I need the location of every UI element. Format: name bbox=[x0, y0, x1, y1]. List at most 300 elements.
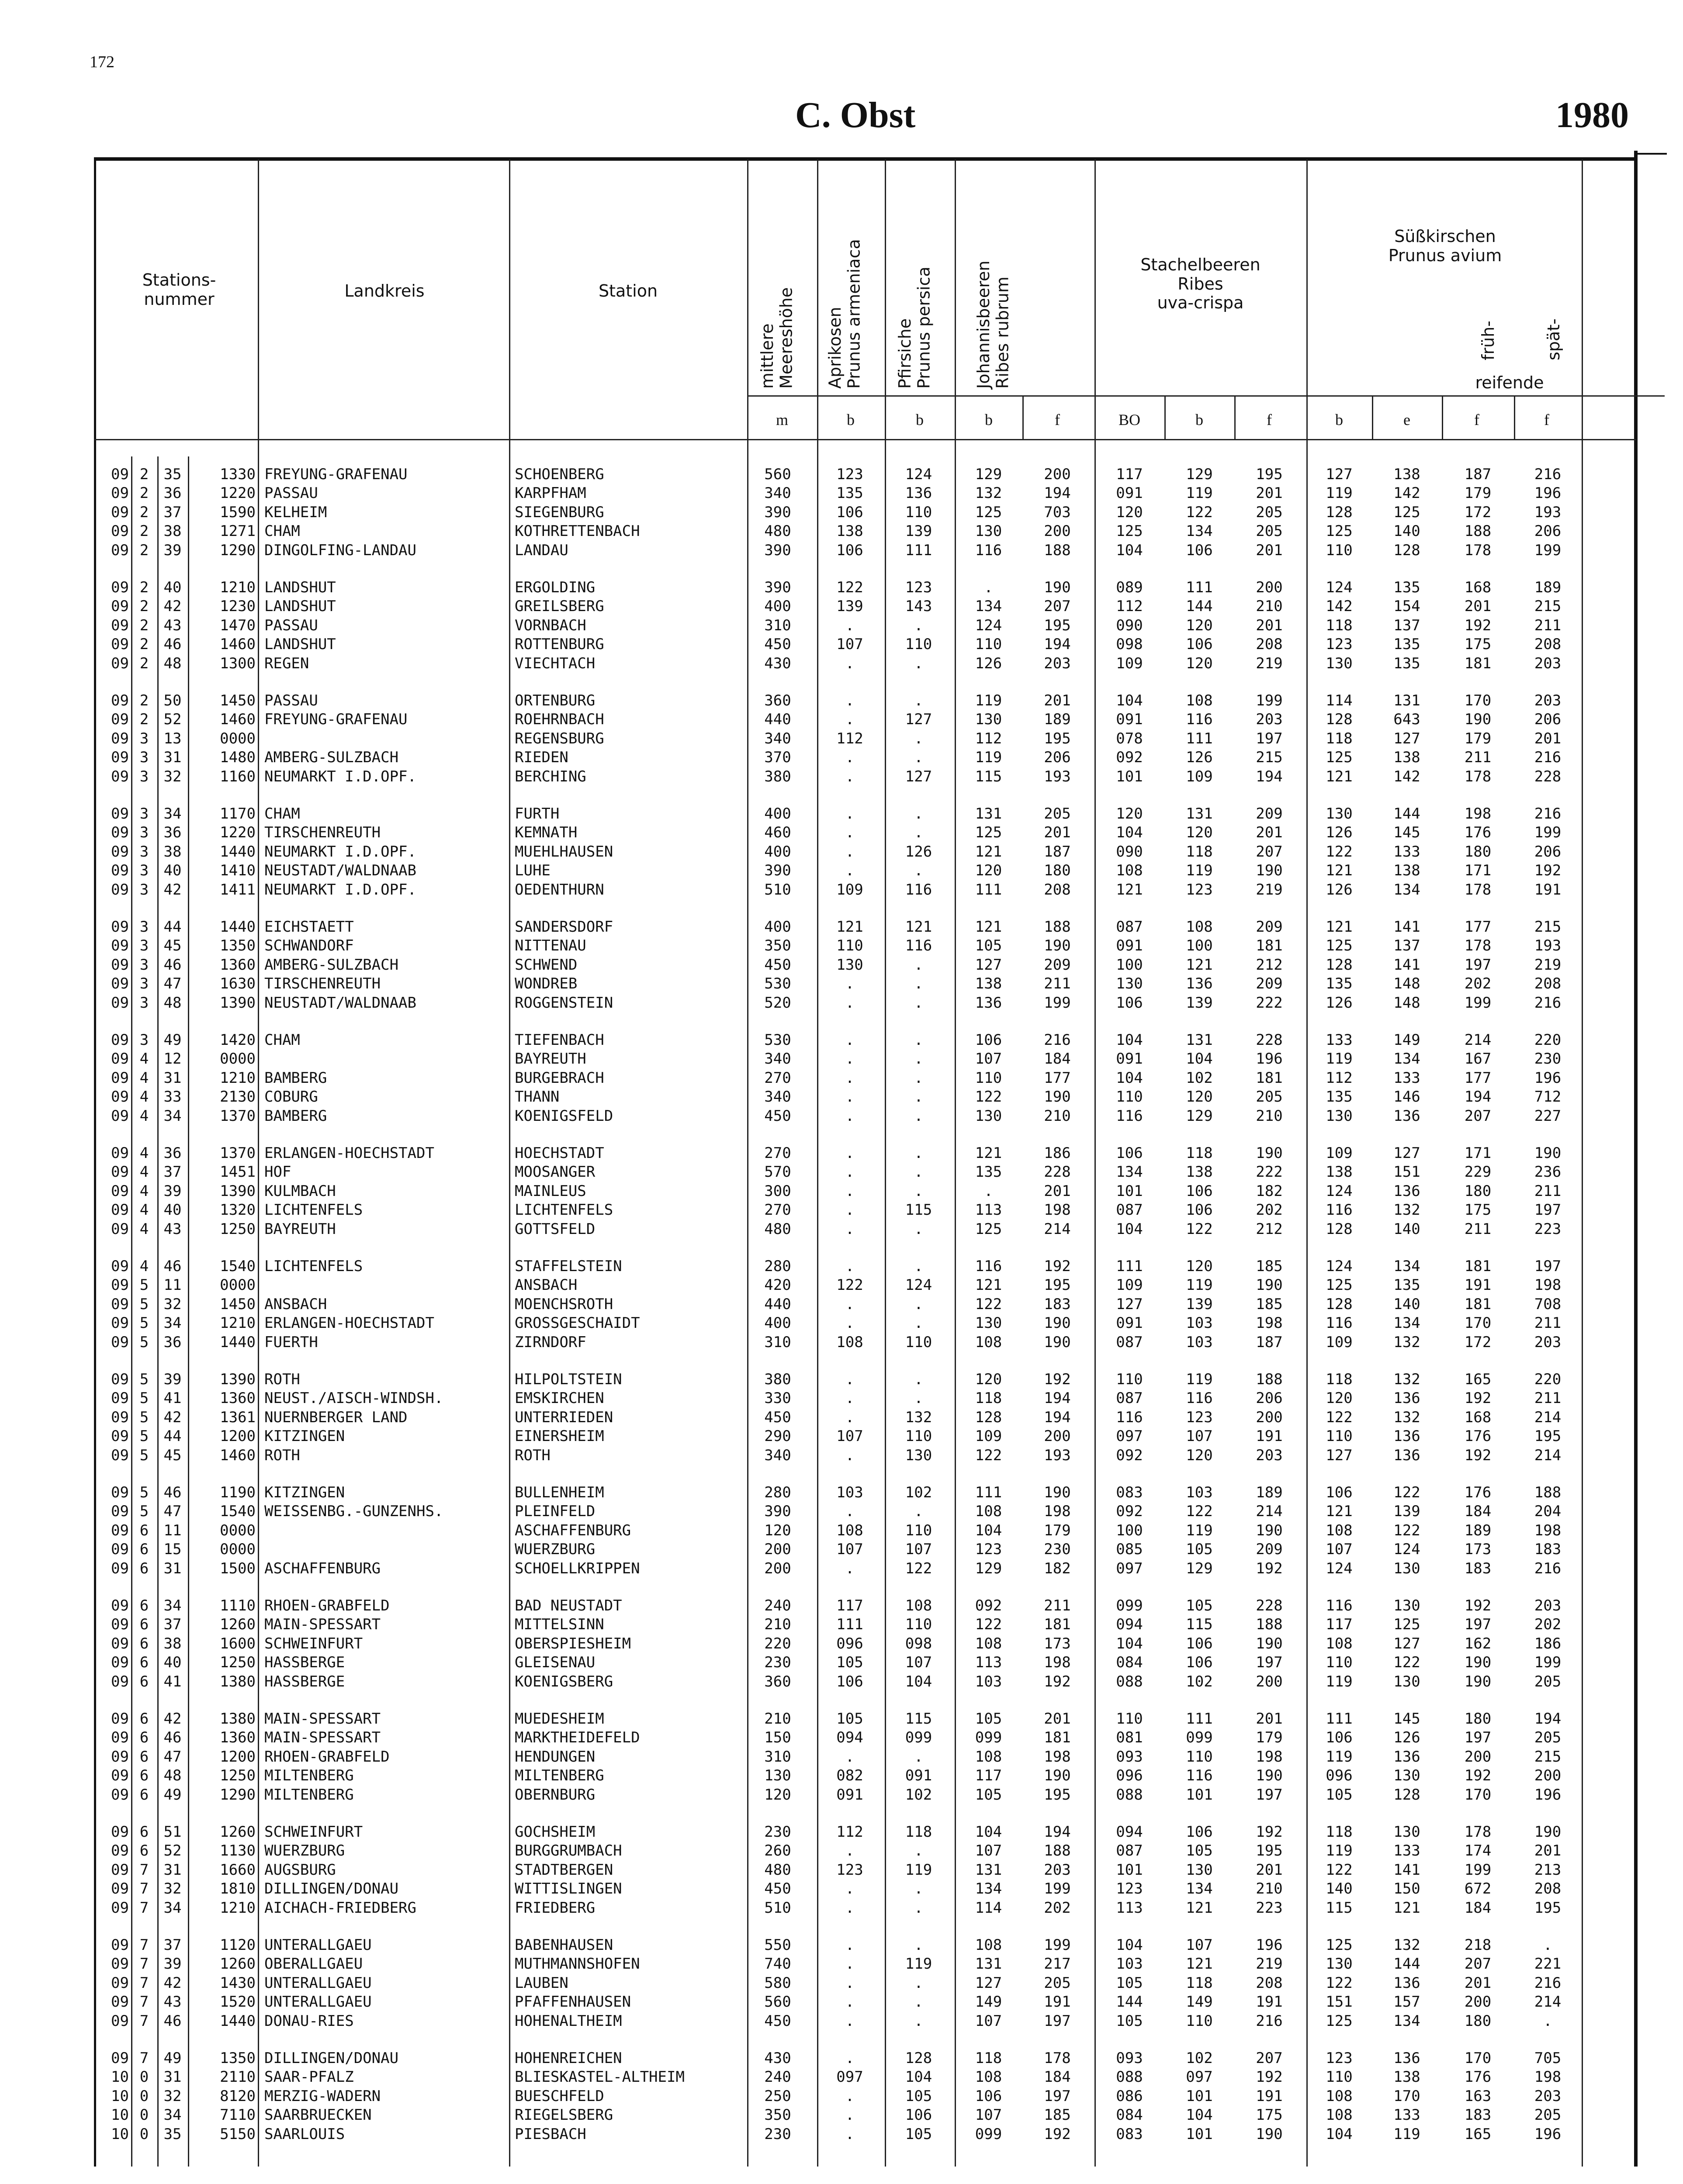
table-cell: 672 bbox=[1464, 1880, 1492, 1898]
table-cell: 113 bbox=[975, 1654, 1002, 1672]
table-cell: 09 bbox=[111, 503, 129, 521]
table-cell: 105 bbox=[975, 1786, 1002, 1804]
table-cell: . bbox=[845, 692, 855, 709]
table-cell: 205 bbox=[1534, 1673, 1562, 1690]
table-cell: 206 bbox=[1044, 749, 1071, 767]
table-cell: 09 bbox=[111, 1163, 129, 1181]
table-cell: . bbox=[845, 1748, 855, 1766]
table-cell: 124 bbox=[1393, 1541, 1420, 1559]
table-cell: . bbox=[845, 843, 855, 860]
table-cell: . bbox=[845, 1446, 855, 1464]
table-cell: 190 bbox=[1256, 1276, 1283, 1294]
table-row bbox=[0, 654, 1683, 673]
table-cell: 0000 bbox=[220, 729, 256, 747]
table-cell: 219 bbox=[1256, 654, 1283, 672]
table-cell: . bbox=[914, 1050, 923, 1068]
table-cell: 47 bbox=[163, 1503, 182, 1521]
table-cell: 42 bbox=[163, 1408, 182, 1426]
table-cell: 7110 bbox=[220, 2106, 256, 2124]
table-cell: 122 bbox=[1186, 1220, 1213, 1238]
table-cell: 197 bbox=[1534, 1201, 1562, 1219]
table-cell: 40 bbox=[163, 579, 182, 596]
table-cell: 41 bbox=[163, 1673, 182, 1690]
table-cell: MITTELSINN bbox=[515, 1616, 604, 1634]
table-cell: 134 bbox=[975, 598, 1002, 615]
table-cell: 09 bbox=[111, 1974, 129, 1992]
table-cell: KARPFHAM bbox=[515, 484, 586, 502]
table-cell: 129 bbox=[1186, 1107, 1213, 1125]
table-cell: 097 bbox=[1116, 1559, 1143, 1577]
table-cell: 115 bbox=[905, 1201, 932, 1219]
table-cell: 1360 bbox=[220, 1729, 256, 1747]
table-cell: 134 bbox=[975, 1880, 1002, 1898]
table-cell: 108 bbox=[975, 1503, 1002, 1521]
table-cell: 09 bbox=[111, 729, 129, 747]
table-cell: 130 bbox=[1393, 1767, 1420, 1785]
table-cell: 108 bbox=[1116, 862, 1143, 880]
table-cell: . bbox=[914, 729, 923, 747]
table-cell: 206 bbox=[1534, 843, 1562, 860]
table-cell: 204 bbox=[1534, 1503, 1562, 1521]
table-cell: SCHWEINFURT bbox=[264, 1823, 363, 1841]
table-cell: TIRSCHENREUTH bbox=[264, 824, 381, 842]
table-cell: 36 bbox=[163, 484, 182, 502]
table-cell: 1230 bbox=[220, 598, 256, 615]
table-cell: 09 bbox=[111, 1220, 129, 1238]
table-cell: 097 bbox=[1116, 1427, 1143, 1445]
table-cell: 190 bbox=[1534, 1144, 1562, 1162]
table-cell: 198 bbox=[1044, 1201, 1071, 1219]
table-cell: . bbox=[914, 749, 923, 767]
table-cell: 136 bbox=[1393, 1748, 1420, 1766]
table-cell: 106 bbox=[905, 2106, 932, 2124]
table-cell: 096 bbox=[836, 1635, 863, 1652]
table-cell: 200 bbox=[1256, 579, 1283, 596]
table-cell: 130 bbox=[764, 1767, 791, 1785]
table-cell: 46 bbox=[163, 1258, 182, 1275]
table-cell: . bbox=[914, 1748, 923, 1766]
table-cell: 107 bbox=[975, 1050, 1002, 1068]
table-cell: 111 bbox=[1186, 1710, 1213, 1728]
table-cell: 120 bbox=[764, 1521, 791, 1539]
table-cell: 112 bbox=[975, 729, 1002, 747]
table-cell: 128 bbox=[1326, 1220, 1353, 1238]
table-cell: 148 bbox=[1393, 975, 1420, 993]
table-cell: 154 bbox=[1393, 598, 1420, 615]
table-cell: SAAR-PFALZ bbox=[264, 2068, 354, 2086]
table-cell: TIRSCHENREUTH bbox=[264, 975, 381, 993]
table-cell: 220 bbox=[1534, 1371, 1562, 1388]
table-cell: 189 bbox=[1044, 711, 1071, 729]
table-cell: 118 bbox=[1326, 1823, 1353, 1841]
table-cell: 131 bbox=[1393, 692, 1420, 709]
table-cell: MERZIG-WADERN bbox=[264, 2087, 381, 2105]
table-cell: 340 bbox=[764, 1446, 791, 1464]
table-cell: 188 bbox=[1044, 541, 1071, 559]
table-cell: 09 bbox=[111, 805, 129, 822]
table-cell: 1320 bbox=[220, 1201, 256, 1219]
table-cell: 122 bbox=[836, 579, 863, 596]
table-cell: 199 bbox=[1044, 1880, 1071, 1898]
table-cell: . bbox=[845, 1993, 855, 2011]
table-cell: . bbox=[914, 994, 923, 1012]
table-cell: GLEISENAU bbox=[515, 1654, 596, 1672]
table-cell: 123 bbox=[1116, 1880, 1143, 1898]
table-cell: WONDREB bbox=[515, 975, 578, 993]
table-cell: 127 bbox=[905, 767, 932, 785]
table-cell: 123 bbox=[836, 466, 863, 483]
table-cell: STAFFELSTEIN bbox=[515, 1258, 622, 1275]
table-cell: 1370 bbox=[220, 1107, 256, 1125]
table-cell: 1390 bbox=[220, 994, 256, 1012]
unit-label: f bbox=[1474, 411, 1479, 429]
table-cell: 1450 bbox=[220, 692, 256, 709]
table-cell: 130 bbox=[905, 1446, 932, 1464]
table-cell: 110 bbox=[905, 1333, 932, 1351]
table-cell: 216 bbox=[1534, 1559, 1562, 1577]
table-row bbox=[0, 748, 1683, 767]
table-cell: 149 bbox=[1393, 1031, 1420, 1049]
table-cell: 192 bbox=[1256, 2068, 1283, 2086]
table-cell: 8120 bbox=[220, 2087, 256, 2105]
table-cell: 350 bbox=[764, 937, 791, 955]
table-row bbox=[0, 881, 1683, 899]
table-cell: 1500 bbox=[220, 1559, 256, 1577]
table-cell: 122 bbox=[836, 1276, 863, 1294]
table-cell: 2 bbox=[139, 598, 149, 615]
table-cell: 106 bbox=[1186, 1201, 1213, 1219]
table-cell: 52 bbox=[163, 1842, 182, 1860]
col-sep bbox=[1372, 395, 1373, 439]
table-cell: HOECHSTADT bbox=[515, 1144, 604, 1162]
table-cell: 125 bbox=[1326, 2012, 1353, 2030]
table-cell: 088 bbox=[1116, 1673, 1143, 1690]
table-cell: 121 bbox=[1326, 918, 1353, 936]
table-row bbox=[0, 1220, 1683, 1238]
table-cell: 108 bbox=[1186, 692, 1213, 709]
table-cell: 130 bbox=[975, 711, 1002, 729]
table-cell: 120 bbox=[1186, 654, 1213, 672]
table-cell: 176 bbox=[1464, 1427, 1492, 1445]
table-cell: MOOSANGER bbox=[515, 1163, 596, 1181]
table-cell: 09 bbox=[111, 1597, 129, 1614]
table-cell: 105 bbox=[975, 937, 1002, 955]
table-cell: 240 bbox=[764, 1597, 791, 1614]
table-cell: 194 bbox=[1534, 1710, 1562, 1728]
table-cell: 130 bbox=[975, 1314, 1002, 1332]
table-cell: 6 bbox=[139, 1786, 149, 1804]
table-cell: STADTBERGEN bbox=[515, 1861, 613, 1879]
table-row bbox=[0, 597, 1683, 615]
table-cell: 102 bbox=[1186, 1673, 1213, 1690]
table-cell: 087 bbox=[1116, 1201, 1143, 1219]
table-cell: DONAU-RIES bbox=[264, 2012, 354, 2030]
table-cell: 097 bbox=[1186, 2068, 1213, 2086]
table-cell: 3 bbox=[139, 937, 149, 955]
table-cell: . bbox=[845, 2125, 855, 2143]
table-cell: . bbox=[845, 1842, 855, 1860]
table-cell: 106 bbox=[975, 2087, 1002, 2105]
table-cell: 191 bbox=[1256, 1993, 1283, 2011]
table-cell: OBERALLGAEU bbox=[264, 1955, 363, 1973]
table-row bbox=[0, 522, 1683, 540]
table-cell: 340 bbox=[764, 484, 791, 502]
table-cell: 35 bbox=[163, 2125, 182, 2143]
table-cell: 133 bbox=[1393, 843, 1420, 860]
table-cell: KOENIGSBERG bbox=[515, 1673, 613, 1690]
table-cell: 121 bbox=[1393, 1899, 1420, 1917]
table-cell: 101 bbox=[1116, 767, 1143, 785]
table-cell: 1410 bbox=[220, 862, 256, 880]
table-cell: 167 bbox=[1464, 1050, 1492, 1068]
table-cell: 206 bbox=[1256, 1389, 1283, 1407]
table-cell: 101 bbox=[1116, 1182, 1143, 1200]
table-cell: BAYREUTH bbox=[264, 1220, 336, 1238]
table-cell: 111 bbox=[1116, 1258, 1143, 1275]
table-cell: . bbox=[845, 1144, 855, 1162]
table-cell: 195 bbox=[1256, 466, 1283, 483]
table-cell: 1190 bbox=[220, 1484, 256, 1501]
table-cell: 199 bbox=[1464, 994, 1492, 1012]
table-cell: 09 bbox=[111, 579, 129, 596]
table-cell: CHAM bbox=[264, 522, 300, 540]
table-cell: 110 bbox=[905, 503, 932, 521]
table-cell: 236 bbox=[1534, 1163, 1562, 1181]
table-cell: 220 bbox=[1534, 1031, 1562, 1049]
table-row bbox=[0, 1333, 1683, 1351]
table-row bbox=[0, 1201, 1683, 1219]
table-cell: 121 bbox=[1326, 767, 1353, 785]
table-cell: 196 bbox=[1534, 2125, 1562, 2143]
table-cell: 130 bbox=[1326, 805, 1353, 822]
table-cell: 118 bbox=[905, 1823, 932, 1841]
table-cell: 116 bbox=[1326, 1597, 1353, 1614]
table-cell: 5150 bbox=[220, 2125, 256, 2143]
table-cell: 105 bbox=[1116, 2012, 1143, 2030]
table-cell: 36 bbox=[163, 1333, 182, 1351]
table-cell: 126 bbox=[1326, 994, 1353, 1012]
table-cell: 220 bbox=[764, 1635, 791, 1652]
table-cell: 105 bbox=[1186, 1842, 1213, 1860]
table-cell: 199 bbox=[1044, 994, 1071, 1012]
table-cell: 136 bbox=[1186, 975, 1213, 993]
table-cell: 113 bbox=[1116, 1899, 1143, 1917]
table-cell: 119 bbox=[1393, 2125, 1420, 2143]
table-cell: 211 bbox=[1534, 616, 1562, 634]
table-cell: 091 bbox=[905, 1767, 932, 1785]
table-cell: NEUMARKT I.D.OPF. bbox=[264, 843, 416, 860]
table-cell: AMBERG-SULZBACH bbox=[264, 956, 399, 974]
table-cell: 211 bbox=[1464, 749, 1492, 767]
table-cell: 087 bbox=[1116, 918, 1143, 936]
table-cell: 09 bbox=[111, 994, 129, 1012]
table-cell: 182 bbox=[1044, 1559, 1071, 1577]
table-cell: 195 bbox=[1044, 729, 1071, 747]
table-cell: ANSBACH bbox=[515, 1276, 578, 1294]
table-cell: 127 bbox=[975, 1974, 1002, 1992]
table-cell: 086 bbox=[1116, 2087, 1143, 2105]
table-cell: 41 bbox=[163, 1389, 182, 1407]
table-cell: 177 bbox=[1044, 1069, 1071, 1087]
table-cell: 199 bbox=[1534, 1654, 1562, 1672]
table-cell: 121 bbox=[1186, 1899, 1213, 1917]
table-cell: 191 bbox=[1256, 2087, 1283, 2105]
table-cell: GOTTSFELD bbox=[515, 1220, 596, 1238]
table-cell: 139 bbox=[905, 522, 932, 540]
table-row bbox=[0, 1314, 1683, 1332]
table-cell: GOCHSHEIM bbox=[515, 1823, 596, 1841]
table-cell: 127 bbox=[1393, 729, 1420, 747]
table-cell: ERLANGEN-HOECHSTADT bbox=[264, 1144, 434, 1162]
table-row bbox=[0, 1408, 1683, 1427]
table-cell: 110 bbox=[1116, 1371, 1143, 1388]
table-cell: 1210 bbox=[220, 1899, 256, 1917]
table-cell: 6 bbox=[139, 1597, 149, 1614]
table-cell: 207 bbox=[1044, 598, 1071, 615]
table-cell: 6 bbox=[139, 1767, 149, 1785]
table-cell: 117 bbox=[1116, 466, 1143, 483]
table-cell: 119 bbox=[1326, 1842, 1353, 1860]
table-cell: 105 bbox=[975, 1710, 1002, 1728]
table-cell: 106 bbox=[1186, 1654, 1213, 1672]
table-cell: 390 bbox=[764, 541, 791, 559]
table-row bbox=[0, 1370, 1683, 1389]
table-cell: 131 bbox=[975, 805, 1002, 822]
table-cell: SCHOELLKRIPPEN bbox=[515, 1559, 640, 1577]
table-cell: 128 bbox=[1326, 1295, 1353, 1313]
table-cell: 121 bbox=[1186, 1955, 1213, 1973]
table-cell: 5 bbox=[139, 1333, 149, 1351]
table-cell: 127 bbox=[1116, 1295, 1143, 1313]
table-cell: GREILSBERG bbox=[515, 598, 604, 615]
table-cell: 092 bbox=[1116, 1446, 1143, 1464]
page-title: C. Obst bbox=[795, 95, 916, 135]
table-cell: 09 bbox=[111, 1729, 129, 1747]
table-cell: LICHTENFELS bbox=[515, 1201, 613, 1219]
table-cell: 310 bbox=[764, 1333, 791, 1351]
table-cell: 100 bbox=[1186, 937, 1213, 955]
table-cell: MARKTHEIDEFELD bbox=[515, 1729, 640, 1747]
table-cell: 31 bbox=[163, 749, 182, 767]
table-cell: 34 bbox=[163, 2106, 182, 2124]
table-cell: 132 bbox=[975, 484, 1002, 502]
table-cell: . bbox=[845, 1371, 855, 1388]
table-cell: EINERSHEIM bbox=[515, 1427, 604, 1445]
header-johannisbeeren: Johannisbeeren Ribes rubrum bbox=[974, 260, 1012, 389]
table-cell: . bbox=[845, 1295, 855, 1313]
table-cell: 122 bbox=[905, 1559, 932, 1577]
unit-label: f bbox=[1267, 411, 1272, 429]
table-cell: FRIEDBERG bbox=[515, 1899, 596, 1917]
table-cell: 104 bbox=[1186, 2106, 1213, 2124]
table-cell: 11 bbox=[163, 1521, 182, 1539]
table-cell: 119 bbox=[1326, 1050, 1353, 1068]
table-cell: 126 bbox=[905, 843, 932, 860]
table-cell: 110 bbox=[975, 1069, 1002, 1087]
table-cell: 115 bbox=[905, 1710, 932, 1728]
table-cell: . bbox=[914, 1258, 923, 1275]
unit-label: b bbox=[847, 411, 855, 429]
table-cell: 280 bbox=[764, 1484, 791, 1501]
table-cell: 209 bbox=[1044, 956, 1071, 974]
table-cell: 190 bbox=[1044, 579, 1071, 596]
table-cell: 10 bbox=[111, 2068, 129, 2086]
table-cell: 4 bbox=[139, 1069, 149, 1087]
table-cell: 102 bbox=[905, 1786, 932, 1804]
table-cell: 125 bbox=[1326, 749, 1353, 767]
table-cell: 125 bbox=[1393, 1616, 1420, 1634]
table-cell: 104 bbox=[1326, 2125, 1353, 2143]
table-cell: 195 bbox=[1256, 1842, 1283, 1860]
table-cell: 108 bbox=[1326, 1521, 1353, 1539]
table-cell: 198 bbox=[1534, 1521, 1562, 1539]
table-cell: 1130 bbox=[220, 1842, 256, 1860]
table-cell: . bbox=[845, 2106, 855, 2124]
table-cell: 229 bbox=[1464, 1163, 1492, 1181]
table-cell: 132 bbox=[1393, 1371, 1420, 1388]
table-cell: 092 bbox=[1116, 1503, 1143, 1521]
table-cell: 190 bbox=[1464, 1654, 1492, 1672]
table-cell: UNTERRIEDEN bbox=[515, 1408, 613, 1426]
table-cell: 2 bbox=[139, 636, 149, 653]
table-row bbox=[0, 2068, 1683, 2086]
table-cell: 09 bbox=[111, 598, 129, 615]
table-cell: . bbox=[914, 1993, 923, 2011]
table-cell: 176 bbox=[1464, 824, 1492, 842]
table-cell: LANDSHUT bbox=[264, 636, 336, 653]
table-cell: 09 bbox=[111, 1314, 129, 1332]
table-cell: 170 bbox=[1393, 2087, 1420, 2105]
table-cell: 199 bbox=[1534, 541, 1562, 559]
table-cell: 3 bbox=[139, 956, 149, 974]
table-cell: 1430 bbox=[220, 1974, 256, 1992]
table-cell: ROTH bbox=[264, 1371, 300, 1388]
table-cell: REGENSBURG bbox=[515, 729, 604, 747]
table-cell: 4 bbox=[139, 1182, 149, 1200]
table-cell: 192 bbox=[1044, 2125, 1071, 2143]
table-cell: 178 bbox=[1464, 767, 1492, 785]
table-cell: SCHOENBERG bbox=[515, 466, 604, 483]
table-cell: 197 bbox=[1256, 729, 1283, 747]
table-cell: 0 bbox=[139, 2106, 149, 2124]
table-cell: 138 bbox=[1393, 749, 1420, 767]
table-cell: 105 bbox=[1186, 1541, 1213, 1559]
table-cell: 118 bbox=[1186, 843, 1213, 860]
table-cell: 6 bbox=[139, 1748, 149, 1766]
table-cell: KOENIGSFELD bbox=[515, 1107, 613, 1125]
table-cell: 2 bbox=[139, 522, 149, 540]
table-cell: 110 bbox=[905, 1427, 932, 1445]
table-cell: 144 bbox=[1116, 1993, 1143, 2011]
table-cell: 142 bbox=[1393, 484, 1420, 502]
table-cell: 136 bbox=[1393, 1427, 1420, 1445]
table-cell: 196 bbox=[1256, 1050, 1283, 1068]
table-cell: 119 bbox=[905, 1955, 932, 1973]
table-cell: 122 bbox=[1393, 1484, 1420, 1501]
table-cell: . bbox=[845, 711, 855, 729]
table-cell: KULMBACH bbox=[264, 1182, 336, 1200]
table-cell: . bbox=[914, 1503, 923, 1521]
table-cell: 180 bbox=[1044, 862, 1071, 880]
table-cell: 135 bbox=[1393, 1276, 1420, 1294]
table-cell: NEUSTADT/WALDNAAB bbox=[264, 994, 416, 1012]
table-cell: 10 bbox=[111, 2125, 129, 2143]
table-row bbox=[0, 1257, 1683, 1275]
table-cell: 1170 bbox=[220, 805, 256, 822]
table-cell: 107 bbox=[975, 1842, 1002, 1860]
table-cell: 1250 bbox=[220, 1654, 256, 1672]
table-cell: 208 bbox=[1256, 1974, 1283, 1992]
